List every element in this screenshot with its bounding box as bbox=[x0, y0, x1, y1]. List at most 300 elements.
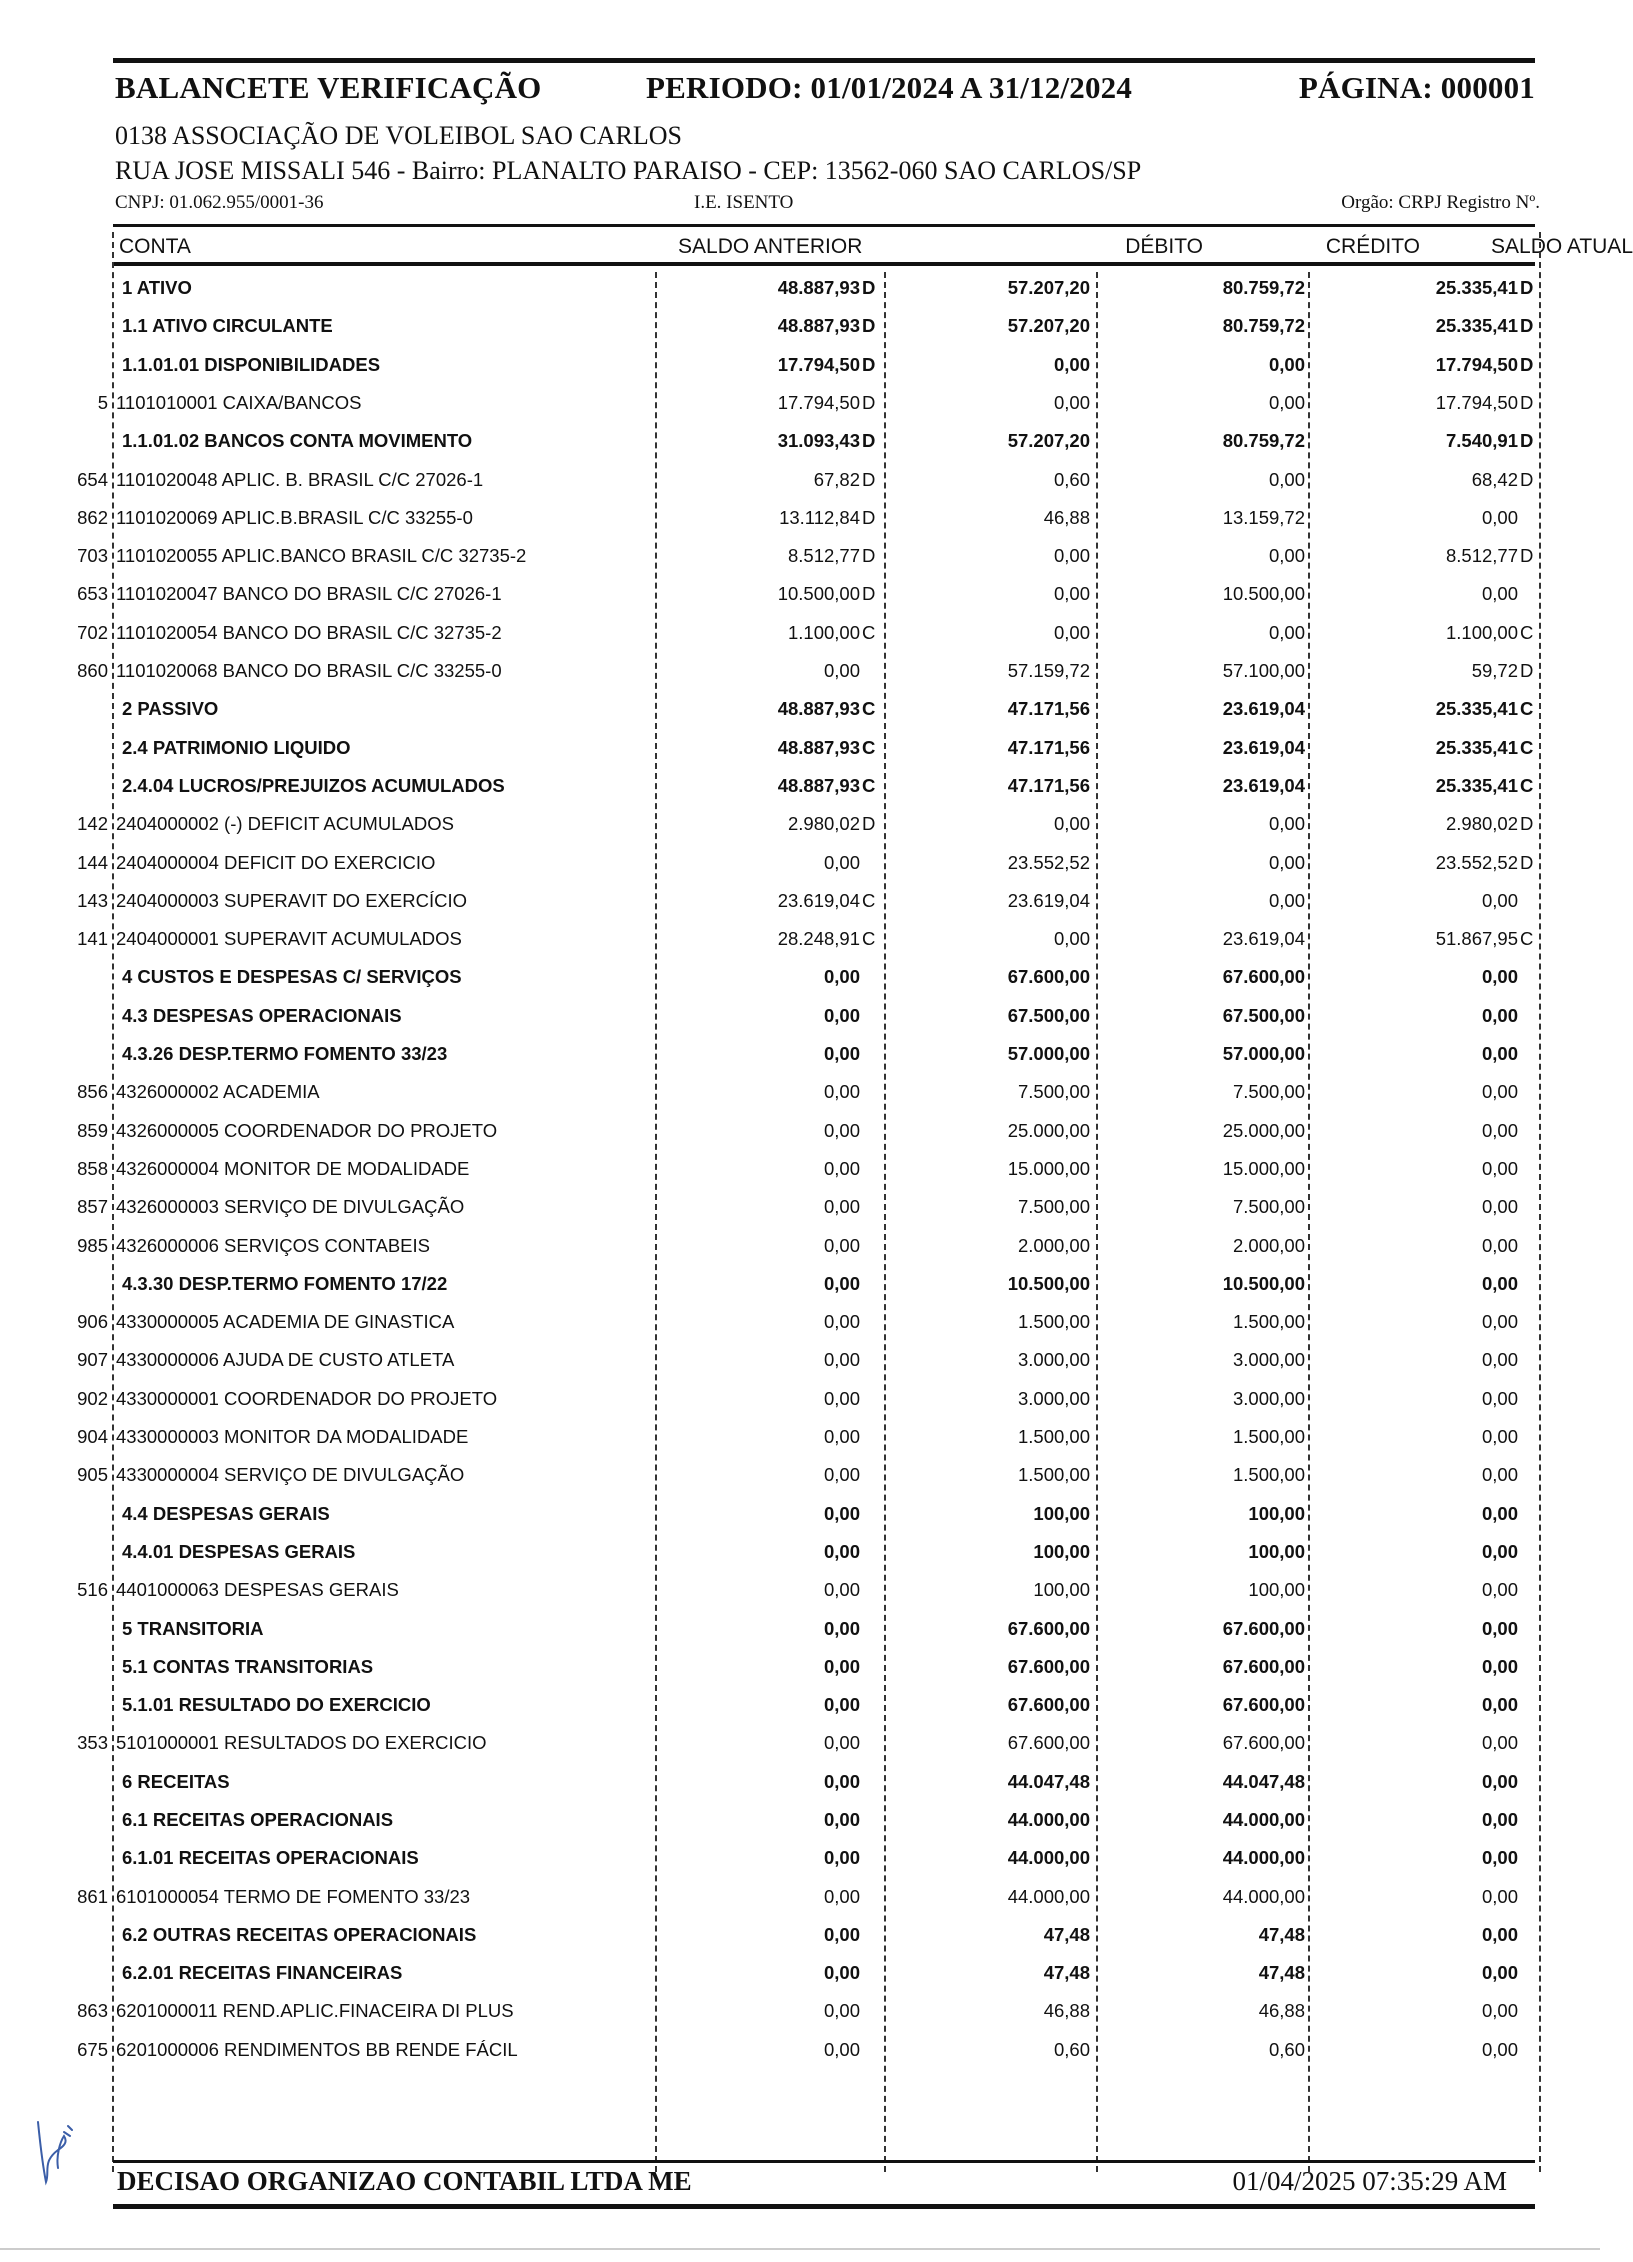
credito-value: 67.500,00 bbox=[1222, 1005, 1305, 1026]
credito-value: 3.000,00 bbox=[1232, 1388, 1305, 1409]
debito-value: 0,00 bbox=[1053, 622, 1090, 643]
account-name: 4326000004 MONITOR DE MODALIDADE bbox=[116, 1158, 470, 1179]
saldo-anterior-value: 0,00 bbox=[823, 1503, 860, 1524]
account-code: 905 bbox=[77, 1464, 108, 1485]
account-name: 2404000004 DEFICIT DO EXERCICIO bbox=[116, 852, 436, 873]
saldo-anterior-sign: C bbox=[862, 928, 876, 949]
saldo-atual-value: 0,00 bbox=[1481, 1426, 1518, 1447]
saldo-atual-value: 0,00 bbox=[1481, 966, 1518, 987]
top-rule bbox=[113, 58, 1535, 63]
credito-value: 80.759,72 bbox=[1222, 315, 1305, 336]
account-code: 353 bbox=[77, 1732, 108, 1753]
registry-organ: Orgão: CRPJ Registro Nº. bbox=[1341, 192, 1540, 213]
debito-value: 100,00 bbox=[1033, 1579, 1090, 1600]
header-rule-bottom bbox=[113, 262, 1535, 266]
saldo-atual-value: 7.540,91 bbox=[1445, 430, 1518, 451]
saldo-atual-value: 0,00 bbox=[1481, 1005, 1518, 1026]
saldo-anterior-value: 0,00 bbox=[823, 2039, 860, 2060]
credito-value: 47,48 bbox=[1258, 1962, 1305, 1983]
table-row bbox=[0, 1266, 1600, 1302]
saldo-atual-sign: D bbox=[1520, 392, 1534, 413]
accounting-company: DECISAO ORGANIZAO CONTABIL LTDA ME bbox=[117, 2166, 692, 2196]
debito-value: 47.171,56 bbox=[1007, 737, 1090, 758]
debito-value: 7.500,00 bbox=[1017, 1081, 1090, 1102]
account-name: 6.2.01 RECEITAS FINANCEIRAS bbox=[122, 1962, 403, 1983]
saldo-anterior-value: 0,00 bbox=[823, 1694, 860, 1715]
saldo-atual-value: 25.335,41 bbox=[1435, 315, 1518, 336]
debito-value: 44.000,00 bbox=[1007, 1886, 1090, 1907]
credito-value: 10.500,00 bbox=[1222, 583, 1305, 604]
credito-value: 3.000,00 bbox=[1232, 1349, 1305, 1370]
account-name: 6101000054 TERMO DE FOMENTO 33/23 bbox=[116, 1886, 471, 1907]
saldo-anterior-value: 48.887,93 bbox=[777, 315, 860, 336]
credito-value: 0,00 bbox=[1268, 813, 1305, 834]
table-row bbox=[0, 385, 1600, 421]
account-code: 856 bbox=[77, 1081, 108, 1102]
account-name: 4401000063 DESPESAS GERAIS bbox=[116, 1579, 399, 1600]
account-code: 702 bbox=[77, 622, 108, 643]
account-name: 4.3.30 DESP.TERMO FOMENTO 17/22 bbox=[122, 1273, 448, 1294]
saldo-anterior-value: 0,00 bbox=[823, 1886, 860, 1907]
account-name: 1 ATIVO bbox=[122, 277, 192, 298]
saldo-anterior-value: 0,00 bbox=[823, 1656, 860, 1677]
account-code: 860 bbox=[77, 660, 108, 681]
debito-value: 67.600,00 bbox=[1007, 1694, 1090, 1715]
debito-value: 57.207,20 bbox=[1007, 315, 1090, 336]
account-name: 4.4.01 DESPESAS GERAIS bbox=[122, 1541, 356, 1562]
saldo-atual-value: 0,00 bbox=[1481, 1503, 1518, 1524]
account-code: 516 bbox=[77, 1579, 108, 1600]
saldo-anterior-value: 17.794,50 bbox=[777, 392, 860, 413]
saldo-atual-value: 0,00 bbox=[1481, 1196, 1518, 1217]
account-name: 6201000006 RENDIMENTOS BB RENDE FÁCIL bbox=[116, 2039, 518, 2060]
cnpj: CNPJ: 01.062.955/0001-36 bbox=[115, 192, 324, 213]
saldo-atual-sign: D bbox=[1520, 277, 1534, 298]
report-timestamp: 01/04/2025 07:35:29 AM bbox=[1232, 2166, 1507, 2196]
saldo-atual-sign: D bbox=[1520, 354, 1534, 375]
saldo-anterior-value: 0,00 bbox=[823, 660, 860, 681]
debito-value: 23.552,52 bbox=[1007, 852, 1090, 873]
account-name: 4 CUSTOS E DESPESAS C/ SERVIÇOS bbox=[122, 966, 462, 987]
saldo-anterior-value: 0,00 bbox=[823, 1464, 860, 1485]
table-row bbox=[0, 423, 1600, 459]
saldo-anterior-sign: C bbox=[862, 890, 876, 911]
saldo-atual-value: 0,00 bbox=[1481, 1924, 1518, 1945]
debito-value: 44.000,00 bbox=[1007, 1847, 1090, 1868]
table-row bbox=[0, 1955, 1600, 1991]
debito-value: 100,00 bbox=[1033, 1541, 1090, 1562]
saldo-atual-sign: D bbox=[1520, 315, 1534, 336]
saldo-atual-value: 0,00 bbox=[1481, 890, 1518, 911]
table-row bbox=[0, 1725, 1600, 1761]
table-row bbox=[0, 845, 1600, 881]
account-name: 1101020055 APLIC.BANCO BRASIL C/C 32735-2 bbox=[116, 545, 527, 566]
saldo-atual-value: 0,00 bbox=[1481, 1694, 1518, 1715]
account-name: 4326000002 ACADEMIA bbox=[116, 1081, 320, 1102]
credito-value: 7.500,00 bbox=[1232, 1196, 1305, 1217]
credito-value: 1.500,00 bbox=[1232, 1464, 1305, 1485]
credito-value: 23.619,04 bbox=[1222, 775, 1305, 796]
footer-rule-bottom bbox=[113, 2204, 1535, 2209]
saldo-atual-value: 0,00 bbox=[1481, 1732, 1518, 1753]
report-header bbox=[115, 70, 1535, 118]
saldo-atual-value: 0,00 bbox=[1481, 1847, 1518, 1868]
saldo-atual-value: 0,00 bbox=[1481, 1618, 1518, 1639]
account-code: 144 bbox=[77, 852, 108, 873]
table-row bbox=[0, 1457, 1600, 1493]
saldo-atual-value: 0,00 bbox=[1481, 583, 1518, 604]
saldo-anterior-value: 28.248,91 bbox=[777, 928, 860, 949]
saldo-atual-value: 0,00 bbox=[1481, 1388, 1518, 1409]
table-row bbox=[0, 1611, 1600, 1647]
account-code: 675 bbox=[77, 2039, 108, 2060]
saldo-atual-value: 0,00 bbox=[1481, 1962, 1518, 1983]
debito-value: 46,88 bbox=[1043, 2000, 1090, 2021]
saldo-atual-value: 0,00 bbox=[1481, 1273, 1518, 1294]
saldo-anterior-value: 8.512,77 bbox=[787, 545, 860, 566]
table-row bbox=[0, 959, 1600, 995]
debito-value: 1.500,00 bbox=[1017, 1464, 1090, 1485]
account-name: 6.2 OUTRAS RECEITAS OPERACIONAIS bbox=[122, 1924, 477, 1945]
credito-value: 13.159,72 bbox=[1222, 507, 1305, 528]
saldo-atual-value: 25.335,41 bbox=[1435, 698, 1518, 719]
credito-value: 100,00 bbox=[1248, 1579, 1305, 1600]
debito-value: 0,00 bbox=[1053, 354, 1090, 375]
saldo-anterior-value: 0,00 bbox=[823, 1771, 860, 1792]
account-name: 4.4 DESPESAS GERAIS bbox=[122, 1503, 330, 1524]
saldo-atual-value: 0,00 bbox=[1481, 1349, 1518, 1370]
saldo-atual-sign: D bbox=[1520, 852, 1534, 873]
footer-rule-top bbox=[113, 2160, 1535, 2163]
table-row bbox=[0, 462, 1600, 498]
account-name: 4330000005 ACADEMIA DE GINASTICA bbox=[116, 1311, 455, 1332]
saldo-anterior-value: 10.500,00 bbox=[777, 583, 860, 604]
account-name: 1.1.01.02 BANCOS CONTA MOVIMENTO bbox=[122, 430, 473, 451]
account-code: 906 bbox=[77, 1311, 108, 1332]
saldo-atual-value: 0,00 bbox=[1481, 1886, 1518, 1907]
table-row bbox=[0, 347, 1600, 383]
debito-value: 57.207,20 bbox=[1007, 277, 1090, 298]
state-registration: I.E. ISENTO bbox=[694, 192, 794, 213]
credito-value: 0,00 bbox=[1268, 354, 1305, 375]
debito-value: 67.600,00 bbox=[1007, 1732, 1090, 1753]
saldo-anterior-sign: D bbox=[862, 430, 876, 451]
account-code: 859 bbox=[77, 1120, 108, 1141]
debito-value: 46,88 bbox=[1043, 507, 1090, 528]
saldo-atual-value: 1.100,00 bbox=[1445, 622, 1518, 643]
account-name: 1101020047 BANCO DO BRASIL C/C 27026-1 bbox=[116, 583, 502, 604]
table-row bbox=[0, 1228, 1600, 1264]
saldo-anterior-value: 48.887,93 bbox=[777, 737, 860, 758]
debito-value: 67.600,00 bbox=[1007, 966, 1090, 987]
table-row bbox=[0, 1113, 1600, 1149]
table-row bbox=[0, 538, 1600, 574]
table-row bbox=[0, 1496, 1600, 1532]
saldo-atual-value: 68,42 bbox=[1471, 469, 1518, 490]
saldo-atual-value: 0,00 bbox=[1481, 1579, 1518, 1600]
credito-value: 1.500,00 bbox=[1232, 1311, 1305, 1332]
debito-value: 47.171,56 bbox=[1007, 698, 1090, 719]
table-row bbox=[0, 2032, 1600, 2068]
saldo-anterior-value: 0,00 bbox=[823, 1158, 860, 1179]
debito-value: 47,48 bbox=[1043, 1962, 1090, 1983]
report-footer bbox=[115, 2166, 1535, 2206]
debito-value: 2.000,00 bbox=[1017, 1235, 1090, 1256]
saldo-atual-sign: C bbox=[1520, 622, 1534, 643]
account-code: 904 bbox=[77, 1426, 108, 1447]
table-row bbox=[0, 1074, 1600, 1110]
entity-meta bbox=[115, 192, 1540, 218]
debito-value: 7.500,00 bbox=[1017, 1196, 1090, 1217]
table-row bbox=[0, 1802, 1600, 1838]
debito-value: 67.500,00 bbox=[1007, 1005, 1090, 1026]
account-name: 4326000005 COORDENADOR DO PROJETO bbox=[116, 1120, 498, 1141]
account-name: 6201000011 REND.APLIC.FINACEIRA DI PLUS bbox=[116, 2000, 514, 2021]
debito-value: 15.000,00 bbox=[1007, 1158, 1090, 1179]
saldo-anterior-value: 0,00 bbox=[823, 2000, 860, 2021]
report-page-number: PÁGINA: 000001 bbox=[1298, 70, 1535, 105]
table-row bbox=[0, 806, 1600, 842]
table-row bbox=[0, 883, 1600, 919]
credito-value: 0,00 bbox=[1268, 852, 1305, 873]
account-code: 5 bbox=[97, 392, 108, 413]
saldo-atual-sign: D bbox=[1520, 469, 1534, 490]
saldo-anterior-value: 48.887,93 bbox=[777, 775, 860, 796]
table-row bbox=[0, 1419, 1600, 1455]
saldo-anterior-value: 48.887,93 bbox=[777, 698, 860, 719]
saldo-anterior-sign: C bbox=[862, 698, 876, 719]
account-code: 654 bbox=[77, 469, 108, 490]
account-code: 141 bbox=[77, 928, 108, 949]
saldo-anterior-value: 0,00 bbox=[823, 1005, 860, 1026]
account-name: 2 PASSIVO bbox=[122, 698, 219, 719]
account-name: 1101020068 BANCO DO BRASIL C/C 33255-0 bbox=[116, 660, 502, 681]
table-row bbox=[0, 1036, 1600, 1072]
account-name: 1.1.01.01 DISPONIBILIDADES bbox=[122, 354, 381, 375]
saldo-atual-sign: D bbox=[1520, 813, 1534, 834]
column-credito: CRÉDITO bbox=[1325, 235, 1420, 258]
table-row bbox=[0, 691, 1600, 727]
account-name: 4330000004 SERVIÇO DE DIVULGAÇÃO bbox=[116, 1464, 465, 1485]
credito-value: 47,48 bbox=[1258, 1924, 1305, 1945]
debito-value: 44.000,00 bbox=[1007, 1809, 1090, 1830]
account-name: 4330000006 AJUDA DE CUSTO ATLETA bbox=[116, 1349, 455, 1370]
saldo-anterior-sign: D bbox=[862, 469, 876, 490]
credito-value: 0,00 bbox=[1268, 392, 1305, 413]
saldo-anterior-sign: C bbox=[862, 775, 876, 796]
account-name: 5.1 CONTAS TRANSITORIAS bbox=[122, 1656, 374, 1677]
debito-value: 25.000,00 bbox=[1007, 1120, 1090, 1141]
saldo-anterior-value: 0,00 bbox=[823, 1349, 860, 1370]
saldo-anterior-sign: D bbox=[862, 315, 876, 336]
account-code: 858 bbox=[77, 1158, 108, 1179]
saldo-anterior-value: 0,00 bbox=[823, 1426, 860, 1447]
debito-value: 0,60 bbox=[1053, 2039, 1090, 2060]
account-code: 861 bbox=[77, 1886, 108, 1907]
scan-edge bbox=[0, 2248, 1600, 2250]
saldo-atual-value: 17.794,50 bbox=[1435, 392, 1518, 413]
saldo-anterior-value: 0,00 bbox=[823, 1043, 860, 1064]
debito-value: 100,00 bbox=[1033, 1503, 1090, 1524]
saldo-atual-value: 23.552,52 bbox=[1435, 852, 1518, 873]
saldo-atual-value: 0,00 bbox=[1481, 1235, 1518, 1256]
account-name: 2.4.04 LUCROS/PREJUIZOS ACUMULADOS bbox=[122, 775, 505, 796]
credito-value: 2.000,00 bbox=[1232, 1235, 1305, 1256]
credito-value: 67.600,00 bbox=[1222, 1618, 1305, 1639]
saldo-atual-sign: D bbox=[1520, 660, 1534, 681]
account-name: 4326000003 SERVIÇO DE DIVULGAÇÃO bbox=[116, 1196, 465, 1217]
saldo-atual-value: 0,00 bbox=[1481, 1809, 1518, 1830]
report-period: PERIODO: 01/01/2024 A 31/12/2024 bbox=[646, 70, 1133, 105]
saldo-anterior-value: 0,00 bbox=[823, 1120, 860, 1141]
table-row bbox=[0, 270, 1600, 306]
debito-value: 1.500,00 bbox=[1017, 1426, 1090, 1447]
credito-value: 44.047,48 bbox=[1222, 1771, 1305, 1792]
account-code: 902 bbox=[77, 1388, 108, 1409]
account-name: 1101020069 APLIC.B.BRASIL C/C 33255-0 bbox=[116, 507, 473, 528]
header-rule-top bbox=[113, 224, 1535, 227]
saldo-anterior-value: 0,00 bbox=[823, 1847, 860, 1868]
credito-value: 10.500,00 bbox=[1222, 1273, 1305, 1294]
debito-value: 0,00 bbox=[1053, 928, 1090, 949]
entity-address: RUA JOSE MISSALI 546 - Bairro: PLANALTO PARAISO - CEP: 13562-060 SAO CARLOS/SP bbox=[115, 156, 1142, 185]
credito-value: 23.619,04 bbox=[1222, 928, 1305, 949]
account-name: 4330000001 COORDENADOR DO PROJETO bbox=[116, 1388, 498, 1409]
account-name: 2404000001 SUPERAVIT ACUMULADOS bbox=[116, 928, 462, 949]
saldo-anterior-value: 0,00 bbox=[823, 1579, 860, 1600]
credito-value: 67.600,00 bbox=[1222, 1656, 1305, 1677]
saldo-atual-value: 0,00 bbox=[1481, 1081, 1518, 1102]
saldo-anterior-value: 0,00 bbox=[823, 1924, 860, 1945]
credito-value: 44.000,00 bbox=[1222, 1809, 1305, 1830]
saldo-atual-value: 17.794,50 bbox=[1435, 354, 1518, 375]
table-row bbox=[0, 1572, 1600, 1608]
table-row bbox=[0, 998, 1600, 1034]
column-conta: CONTA bbox=[119, 235, 191, 258]
credito-value: 7.500,00 bbox=[1232, 1081, 1305, 1102]
saldo-anterior-sign: D bbox=[862, 392, 876, 413]
saldo-anterior-sign: C bbox=[862, 622, 876, 643]
account-name: 6 RECEITAS bbox=[122, 1771, 230, 1792]
saldo-atual-sign: D bbox=[1520, 545, 1534, 566]
debito-value: 0,00 bbox=[1053, 545, 1090, 566]
table-row bbox=[0, 308, 1600, 344]
account-name: 1101020048 APLIC. B. BRASIL C/C 27026-1 bbox=[116, 469, 484, 490]
table-row bbox=[0, 576, 1600, 612]
entity-name: 0138 ASSOCIAÇÃO DE VOLEIBOL SAO CARLOS bbox=[115, 121, 682, 150]
saldo-atual-value: 0,00 bbox=[1481, 2039, 1518, 2060]
debito-value: 57.000,00 bbox=[1007, 1043, 1090, 1064]
credito-value: 0,00 bbox=[1268, 622, 1305, 643]
account-name: 2404000002 (-) DEFICIT ACUMULADOS bbox=[116, 813, 454, 834]
account-name: 5.1.01 RESULTADO DO EXERCICIO bbox=[122, 1694, 431, 1715]
saldo-anterior-sign: D bbox=[862, 813, 876, 834]
debito-value: 44.047,48 bbox=[1007, 1771, 1090, 1792]
table-row bbox=[0, 1151, 1600, 1187]
saldo-anterior-value: 0,00 bbox=[823, 1273, 860, 1294]
saldo-anterior-value: 1.100,00 bbox=[787, 622, 860, 643]
account-code: 857 bbox=[77, 1196, 108, 1217]
saldo-atual-value: 0,00 bbox=[1481, 1656, 1518, 1677]
debito-value: 67.600,00 bbox=[1007, 1618, 1090, 1639]
table-row bbox=[0, 1342, 1600, 1378]
debito-value: 0,00 bbox=[1053, 583, 1090, 604]
column-saldo-anterior: SALDO ANTERIOR bbox=[678, 235, 863, 258]
account-name: 1.1 ATIVO CIRCULANTE bbox=[122, 315, 333, 336]
saldo-anterior-value: 0,00 bbox=[823, 1081, 860, 1102]
table-row bbox=[0, 1764, 1600, 1800]
account-code: 142 bbox=[77, 813, 108, 834]
saldo-anterior-value: 0,00 bbox=[823, 1196, 860, 1217]
saldo-atual-value: 2.980,02 bbox=[1445, 813, 1518, 834]
saldo-atual-value: 25.335,41 bbox=[1435, 737, 1518, 758]
account-code: 703 bbox=[77, 545, 108, 566]
table-row bbox=[0, 1381, 1600, 1417]
debito-value: 47.171,56 bbox=[1007, 775, 1090, 796]
credito-value: 44.000,00 bbox=[1222, 1847, 1305, 1868]
account-name: 2404000003 SUPERAVIT DO EXERCÍCIO bbox=[116, 890, 467, 911]
saldo-atual-value: 8.512,77 bbox=[1445, 545, 1518, 566]
table-row bbox=[0, 1993, 1600, 2029]
saldo-anterior-value: 48.887,93 bbox=[777, 277, 860, 298]
account-code: 907 bbox=[77, 1349, 108, 1370]
credito-value: 25.000,00 bbox=[1222, 1120, 1305, 1141]
saldo-atual-value: 25.335,41 bbox=[1435, 775, 1518, 796]
table-row bbox=[0, 1189, 1600, 1225]
account-code: 863 bbox=[77, 2000, 108, 2021]
table-row bbox=[0, 1879, 1600, 1915]
credito-value: 67.600,00 bbox=[1222, 1732, 1305, 1753]
saldo-atual-value: 0,00 bbox=[1481, 1120, 1518, 1141]
account-code: 653 bbox=[77, 583, 108, 604]
saldo-atual-sign: C bbox=[1520, 775, 1534, 796]
credito-value: 0,00 bbox=[1268, 545, 1305, 566]
table-row bbox=[0, 730, 1600, 766]
account-name: 4330000003 MONITOR DA MODALIDADE bbox=[116, 1426, 469, 1447]
saldo-atual-value: 51.867,95 bbox=[1435, 928, 1518, 949]
table-row bbox=[0, 1304, 1600, 1340]
credito-value: 57.000,00 bbox=[1222, 1043, 1305, 1064]
credito-value: 0,00 bbox=[1268, 469, 1305, 490]
account-name: 5 TRANSITORIA bbox=[122, 1618, 264, 1639]
credito-value: 100,00 bbox=[1248, 1541, 1305, 1562]
debito-value: 0,00 bbox=[1053, 392, 1090, 413]
table-row bbox=[0, 1917, 1600, 1953]
saldo-atual-sign: C bbox=[1520, 737, 1534, 758]
account-name: 4.3 DESPESAS OPERACIONAIS bbox=[122, 1005, 402, 1026]
credito-value: 23.619,04 bbox=[1222, 698, 1305, 719]
table-row bbox=[0, 500, 1600, 536]
account-name: 1101020054 BANCO DO BRASIL C/C 32735-2 bbox=[116, 622, 502, 643]
account-name: 2.4 PATRIMONIO LIQUIDO bbox=[122, 737, 351, 758]
debito-value: 1.500,00 bbox=[1017, 1311, 1090, 1332]
saldo-anterior-sign: D bbox=[862, 583, 876, 604]
account-name: 1101010001 CAIXA/BANCOS bbox=[116, 392, 362, 413]
credito-value: 0,00 bbox=[1268, 890, 1305, 911]
table-row bbox=[0, 653, 1600, 689]
saldo-anterior-sign: C bbox=[862, 737, 876, 758]
saldo-anterior-value: 0,00 bbox=[823, 1618, 860, 1639]
table-row bbox=[0, 1649, 1600, 1685]
credito-value: 46,88 bbox=[1258, 2000, 1305, 2021]
saldo-anterior-value: 0,00 bbox=[823, 1962, 860, 1983]
table-row bbox=[0, 1534, 1600, 1570]
debito-value: 23.619,04 bbox=[1007, 890, 1090, 911]
saldo-atual-value: 0,00 bbox=[1481, 1771, 1518, 1792]
credito-value: 80.759,72 bbox=[1222, 430, 1305, 451]
column-header bbox=[113, 233, 1633, 263]
account-code: 862 bbox=[77, 507, 108, 528]
